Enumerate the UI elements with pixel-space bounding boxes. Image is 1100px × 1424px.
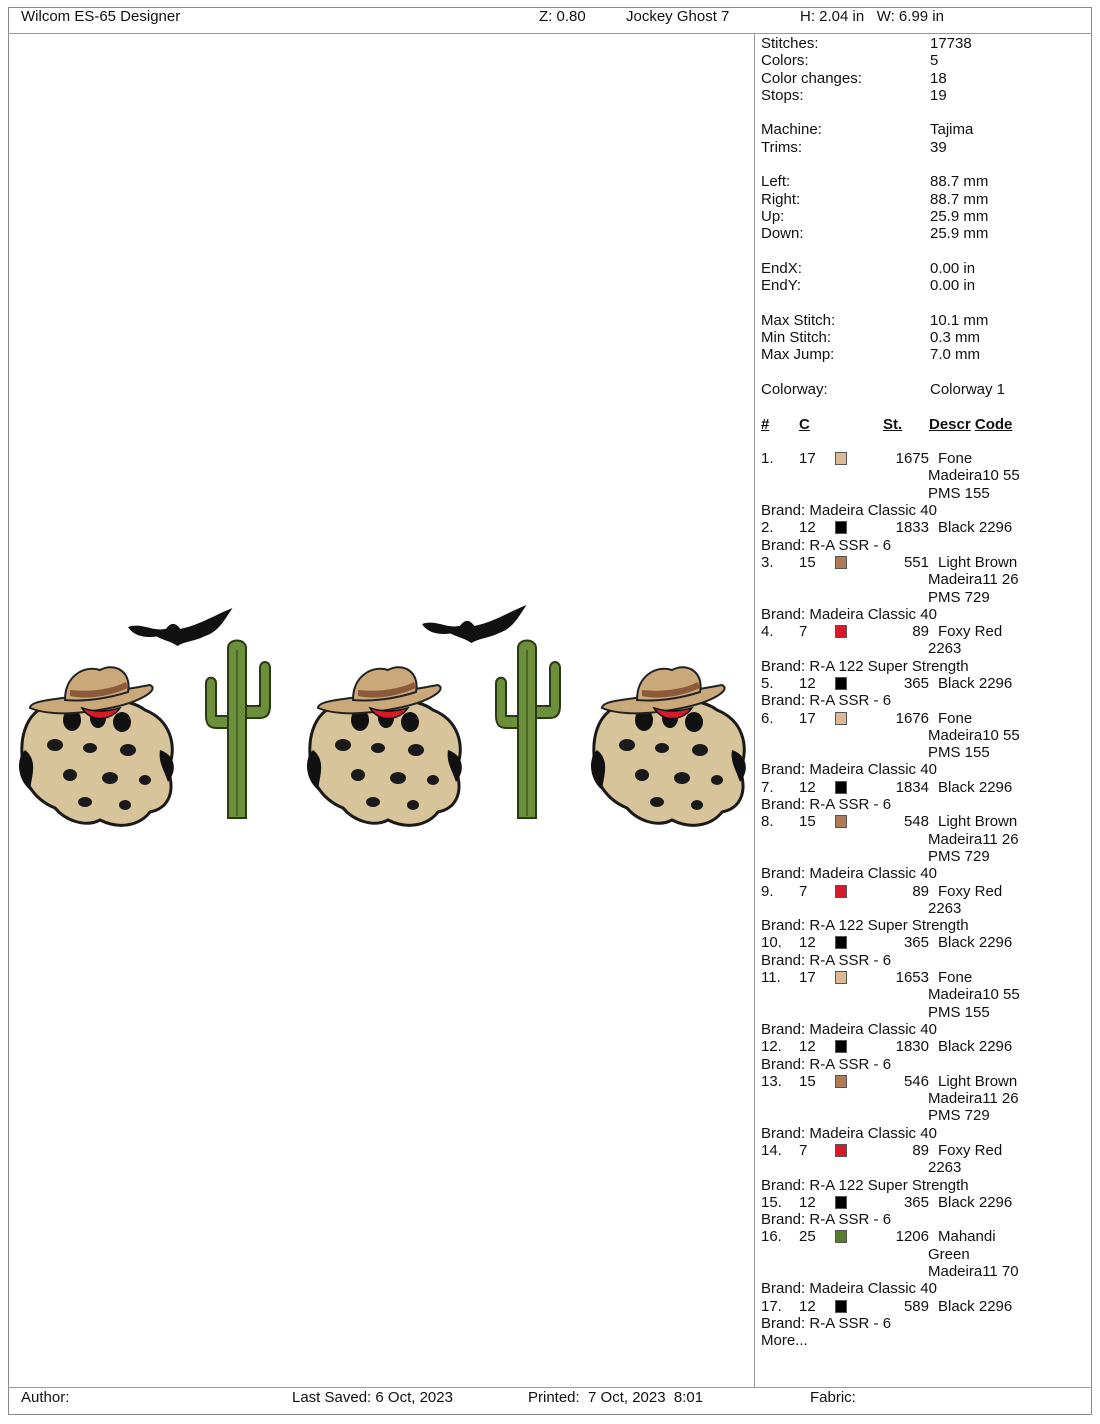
entry-description: PMS 155 bbox=[928, 744, 990, 762]
color-swatch bbox=[835, 1144, 847, 1157]
stat-row bbox=[761, 312, 1091, 329]
color-swatch bbox=[835, 885, 847, 898]
entry-description: Fone bbox=[938, 450, 973, 468]
entry-number: 14. bbox=[761, 1142, 782, 1159]
cactus-1 bbox=[206, 641, 270, 819]
stat-value: 88.7 mm bbox=[930, 190, 989, 208]
entry-color-code: 7 bbox=[799, 1142, 808, 1159]
entry-description: Foxy Red bbox=[938, 623, 1003, 641]
stat-row bbox=[761, 87, 1091, 104]
spacer bbox=[761, 294, 1091, 311]
stat-value: 18 bbox=[930, 69, 947, 87]
entry-brand: Brand: R-A SSR - 6 bbox=[761, 536, 892, 554]
stat-label: Stitches: bbox=[761, 35, 819, 52]
entry-brand: Brand: Madeira Classic 40 bbox=[761, 761, 937, 779]
entry-brand: Brand: Madeira Classic 40 bbox=[761, 605, 937, 623]
more-link: More... bbox=[761, 1332, 808, 1350]
entry-brand: Brand: Madeira Classic 40 bbox=[761, 1020, 937, 1038]
stat-row bbox=[761, 277, 1091, 294]
entry-description: Madeira10 55 bbox=[928, 726, 1020, 744]
entry-description: Black 2296 bbox=[938, 934, 1013, 952]
color-swatch bbox=[835, 625, 847, 638]
stat-value: Tajima bbox=[930, 121, 974, 139]
entry-color-code: 12 bbox=[799, 1297, 816, 1315]
entry-description: PMS 729 bbox=[928, 588, 990, 606]
spacer bbox=[761, 156, 1091, 173]
entry-description: PMS 155 bbox=[928, 1003, 990, 1021]
entry-description: Madeira11 26 bbox=[928, 830, 1019, 848]
bat-2 bbox=[422, 605, 527, 643]
stat-label: Color changes: bbox=[761, 69, 862, 87]
entry-description: Light Brown bbox=[938, 553, 1018, 571]
stat-value: Colorway 1 bbox=[930, 380, 1006, 398]
entry-brand: Brand: R-A SSR - 6 bbox=[761, 1314, 892, 1332]
entry-number: 2. bbox=[761, 519, 774, 537]
color-swatch bbox=[835, 521, 847, 534]
stat-value: 0.00 in bbox=[930, 259, 976, 277]
entry-brand: Brand: Madeira Classic 40 bbox=[761, 502, 937, 520]
spacer bbox=[761, 243, 1091, 260]
entry-color-code: 15 bbox=[799, 813, 816, 831]
color-entry bbox=[761, 1194, 1091, 1229]
color-entry bbox=[761, 779, 1091, 814]
color-swatch bbox=[835, 971, 847, 984]
entry-description: Black 2296 bbox=[938, 1193, 1013, 1211]
entry-stitches: 1830 bbox=[895, 1038, 929, 1056]
entry-stitches: 89 bbox=[912, 882, 929, 900]
ghost-1 bbox=[19, 667, 174, 825]
stat-value: 39 bbox=[930, 138, 947, 156]
fabric-label: Fabric: bbox=[810, 1389, 856, 1406]
entry-brand: Brand: Madeira Classic 40 bbox=[761, 1124, 937, 1142]
entry-stitches: 548 bbox=[903, 813, 929, 831]
entry-color-code: 12 bbox=[799, 1038, 816, 1056]
color-swatch bbox=[835, 452, 847, 465]
col-color: C bbox=[799, 415, 810, 433]
entry-description: Black 2296 bbox=[938, 1038, 1013, 1056]
author-label: Author: bbox=[21, 1389, 70, 1406]
color-entry bbox=[761, 969, 1091, 1038]
stat-value: 5 bbox=[930, 52, 939, 70]
entry-brand: Brand: R-A SSR - 6 bbox=[761, 1211, 892, 1229]
entry-color-code: 12 bbox=[799, 934, 816, 952]
color-entry bbox=[761, 883, 1091, 935]
entry-number: 16. bbox=[761, 1228, 782, 1246]
entry-color-code: 17 bbox=[799, 450, 816, 468]
color-swatch bbox=[835, 712, 847, 725]
color-entry bbox=[761, 623, 1091, 675]
entry-description: Black 2296 bbox=[938, 674, 1013, 692]
color-swatch bbox=[835, 936, 847, 949]
entry-color-code: 12 bbox=[799, 519, 816, 537]
stat-value: 7.0 mm bbox=[930, 346, 981, 364]
entry-brand: Brand: R-A SSR - 6 bbox=[761, 951, 892, 969]
entry-description: PMS 155 bbox=[928, 484, 990, 502]
app-title: Wilcom ES-65 Designer bbox=[21, 8, 181, 25]
color-swatch bbox=[835, 1075, 847, 1088]
color-entry bbox=[761, 1298, 1091, 1333]
color-entry bbox=[761, 554, 1091, 623]
color-entry bbox=[761, 1142, 1091, 1194]
stat-row bbox=[761, 52, 1091, 69]
stat-value: 17738 bbox=[930, 35, 972, 52]
stat-value: 19 bbox=[930, 86, 947, 104]
entry-description: Madeira11 70 bbox=[928, 1263, 1019, 1281]
stat-row bbox=[761, 346, 1091, 363]
color-entry bbox=[761, 675, 1091, 710]
header-divider bbox=[8, 33, 1092, 34]
entry-description: Mahandi bbox=[938, 1228, 996, 1246]
stat-row bbox=[761, 121, 1091, 138]
zoom-readout: Z: 0.80 bbox=[539, 8, 586, 25]
stat-label: Machine: bbox=[761, 121, 822, 139]
entry-color-code: 12 bbox=[799, 1193, 816, 1211]
color-swatch bbox=[835, 556, 847, 569]
entry-color-code: 7 bbox=[799, 882, 808, 900]
color-swatch bbox=[835, 781, 847, 794]
color-swatch bbox=[835, 677, 847, 690]
stat-value: 88.7 mm bbox=[930, 173, 989, 191]
entry-stitches: 89 bbox=[912, 1142, 929, 1159]
color-swatch bbox=[835, 1040, 847, 1053]
entry-number: 8. bbox=[761, 813, 774, 831]
entry-color-code: 25 bbox=[799, 1228, 816, 1246]
stat-label: Up: bbox=[761, 207, 785, 225]
color-swatch bbox=[835, 815, 847, 828]
entry-color-code: 17 bbox=[799, 709, 816, 727]
entry-number: 1. bbox=[761, 450, 774, 468]
entry-number: 6. bbox=[761, 709, 774, 727]
color-swatch bbox=[835, 1300, 847, 1313]
entry-stitches: 89 bbox=[912, 623, 929, 641]
spacer bbox=[761, 398, 1091, 415]
spacer bbox=[761, 364, 1091, 381]
last-saved: Last Saved: 6 Oct, 2023 bbox=[292, 1389, 453, 1406]
entry-stitches: 1676 bbox=[895, 709, 929, 727]
entry-stitches: 1675 bbox=[895, 450, 929, 468]
stat-row bbox=[761, 173, 1091, 190]
entry-description: Fone bbox=[938, 709, 973, 727]
entry-stitches: 365 bbox=[903, 934, 929, 952]
stats-panel bbox=[761, 35, 1091, 1350]
bat-1 bbox=[128, 608, 233, 646]
entry-brand: Brand: R-A 122 Super Strength bbox=[761, 1176, 969, 1194]
entry-color-code: 12 bbox=[799, 778, 816, 796]
color-entry bbox=[761, 1228, 1091, 1297]
entry-description: Black 2296 bbox=[938, 1297, 1013, 1315]
stat-label: Trims: bbox=[761, 138, 803, 156]
entry-stitches: 589 bbox=[903, 1297, 929, 1315]
color-entry bbox=[761, 934, 1091, 969]
stat-row bbox=[761, 139, 1091, 156]
entry-color-code: 7 bbox=[799, 623, 808, 641]
stat-label: Colors: bbox=[761, 52, 809, 70]
ghost-3 bbox=[591, 667, 746, 825]
stat-value: 25.9 mm bbox=[930, 225, 989, 243]
stat-label: Colorway: bbox=[761, 380, 828, 398]
entry-description: Foxy Red bbox=[938, 1142, 1003, 1159]
entry-brand: Brand: R-A SSR - 6 bbox=[761, 1055, 892, 1073]
entry-description: Green bbox=[928, 1245, 970, 1263]
entry-description: 2263 bbox=[928, 1159, 962, 1177]
stat-label: Min Stitch: bbox=[761, 329, 832, 347]
stat-label: Right: bbox=[761, 190, 801, 208]
stat-row bbox=[761, 381, 1091, 398]
stat-row bbox=[761, 225, 1091, 242]
color-entry bbox=[761, 1038, 1091, 1073]
stat-label: Down: bbox=[761, 225, 804, 243]
stat-row bbox=[761, 260, 1091, 277]
entry-brand: Brand: R-A 122 Super Strength bbox=[761, 657, 969, 675]
entry-description: Light Brown bbox=[938, 813, 1018, 831]
stat-row bbox=[761, 70, 1091, 87]
panel-divider bbox=[754, 34, 755, 1387]
entry-stitches: 551 bbox=[903, 553, 929, 571]
entry-brand: Brand: Madeira Classic 40 bbox=[761, 1280, 937, 1298]
entry-number: 10. bbox=[761, 934, 782, 952]
entry-description: Madeira11 26 bbox=[928, 571, 1019, 589]
stat-label: EndY: bbox=[761, 277, 802, 295]
cactus-2 bbox=[496, 641, 560, 819]
entry-color-code: 15 bbox=[799, 553, 816, 571]
entry-number: 17. bbox=[761, 1297, 782, 1315]
col-descr: Descr bbox=[929, 415, 971, 433]
entry-color-code: 15 bbox=[799, 1072, 816, 1090]
entry-brand: Brand: R-A 122 Super Strength bbox=[761, 917, 969, 935]
entry-description: PMS 729 bbox=[928, 847, 990, 865]
color-swatch bbox=[835, 1196, 847, 1209]
ghost-2 bbox=[307, 667, 462, 825]
stat-label: EndX: bbox=[761, 259, 802, 277]
entry-number: 13. bbox=[761, 1072, 782, 1090]
stat-value: 0.00 in bbox=[930, 277, 976, 295]
entry-brand: Brand: R-A SSR - 6 bbox=[761, 796, 892, 814]
color-swatch bbox=[835, 1230, 847, 1243]
footer-divider bbox=[8, 1387, 1092, 1388]
stat-value: 10.1 mm bbox=[930, 311, 989, 329]
entry-description: Madeira10 55 bbox=[928, 986, 1020, 1004]
entry-description: Fone bbox=[938, 969, 973, 987]
entry-description: PMS 729 bbox=[928, 1107, 990, 1125]
entry-number: 4. bbox=[761, 623, 774, 641]
stat-row bbox=[761, 191, 1091, 208]
color-table-header bbox=[761, 416, 1091, 433]
color-entry bbox=[761, 813, 1091, 882]
entry-number: 12. bbox=[761, 1038, 782, 1056]
entry-stitches: 1206 bbox=[895, 1228, 929, 1246]
stat-row bbox=[761, 35, 1091, 52]
col-number: # bbox=[761, 415, 770, 433]
color-entry bbox=[761, 450, 1091, 519]
col-code: Code bbox=[974, 415, 1013, 433]
entry-number: 11. bbox=[761, 969, 781, 987]
stat-label: Stops: bbox=[761, 86, 804, 104]
stat-label: Max Stitch: bbox=[761, 311, 836, 329]
entry-stitches: 1834 bbox=[895, 778, 929, 796]
entry-description: Foxy Red bbox=[938, 882, 1003, 900]
entry-number: 5. bbox=[761, 674, 774, 692]
color-entry bbox=[761, 519, 1091, 554]
stat-label: Left: bbox=[761, 173, 791, 191]
entry-description: Madeira11 26 bbox=[928, 1090, 1019, 1108]
spacer bbox=[761, 104, 1091, 121]
entry-color-code: 12 bbox=[799, 674, 816, 692]
entry-description: Black 2296 bbox=[938, 778, 1013, 796]
entry-description: Black 2296 bbox=[938, 519, 1013, 537]
entry-stitches: 365 bbox=[903, 1193, 929, 1211]
entry-number: 7. bbox=[761, 778, 774, 796]
color-entry bbox=[761, 1073, 1091, 1142]
entry-brand: Brand: Madeira Classic 40 bbox=[761, 865, 937, 883]
stat-value: 25.9 mm bbox=[930, 207, 989, 225]
col-stitches: St. bbox=[883, 415, 903, 433]
entry-stitches: 546 bbox=[903, 1072, 929, 1090]
design-preview bbox=[10, 590, 754, 830]
entry-description: 2263 bbox=[928, 640, 962, 658]
design-size: H: 2.04 in W: 6.99 in bbox=[800, 8, 944, 25]
entry-description: 2263 bbox=[928, 899, 962, 917]
entry-color-code: 17 bbox=[799, 969, 816, 987]
entry-description: Madeira10 55 bbox=[928, 467, 1020, 485]
entry-number: 15. bbox=[761, 1193, 782, 1211]
stat-value: 0.3 mm bbox=[930, 329, 981, 347]
entry-stitches: 365 bbox=[903, 674, 929, 692]
entry-number: 9. bbox=[761, 882, 774, 900]
entry-stitches: 1653 bbox=[895, 969, 929, 987]
entry-description: Light Brown bbox=[938, 1072, 1018, 1090]
stat-row bbox=[761, 329, 1091, 346]
entry-number: 3. bbox=[761, 553, 774, 571]
entry-brand: Brand: R-A SSR - 6 bbox=[761, 692, 892, 710]
stat-row bbox=[761, 208, 1091, 225]
color-entry bbox=[761, 710, 1091, 779]
design-name: Jockey Ghost 7 bbox=[626, 8, 730, 25]
printed-date: Printed: 7 Oct, 2023 8:01 bbox=[528, 1389, 704, 1406]
entry-stitches: 1833 bbox=[895, 519, 929, 537]
stat-label: Max Jump: bbox=[761, 346, 835, 364]
